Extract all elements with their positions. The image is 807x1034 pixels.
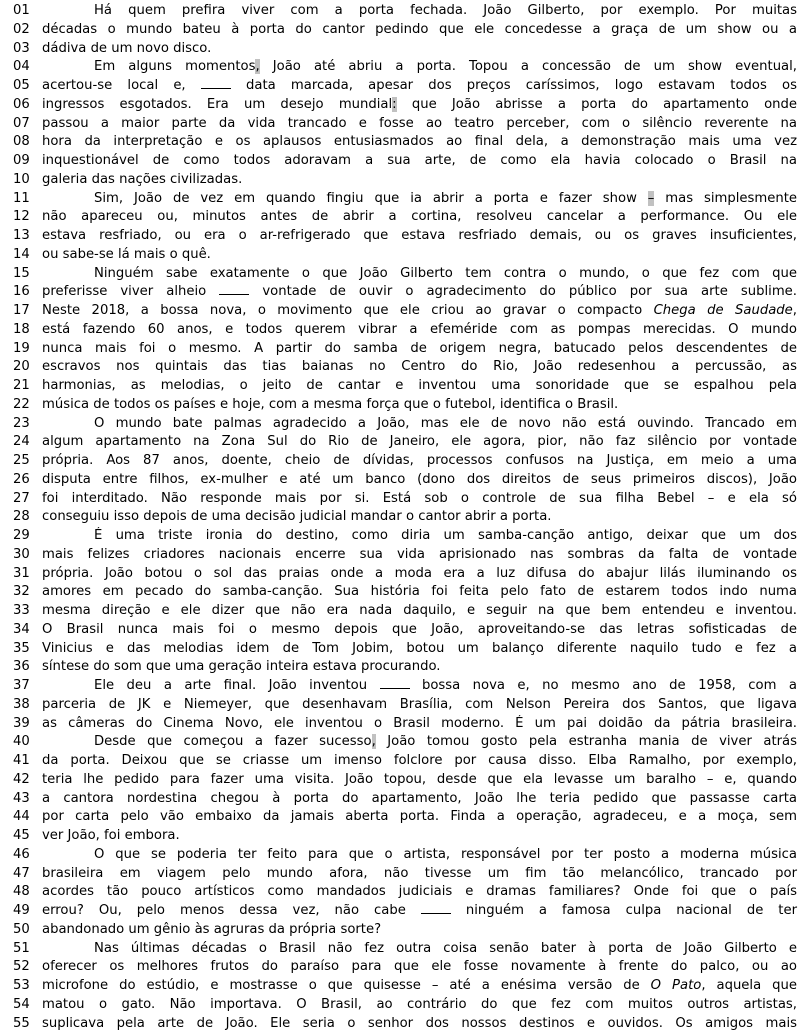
line-text	[42, 340, 797, 359]
line-number: 47	[13, 865, 30, 881]
text-segment: O Brasil nunca mais foi o mesmo depois que João, aproveitando-se das letras sofisticadas de	[42, 621, 797, 637]
text-line	[0, 77, 807, 96]
highlighted-punctuation: –	[647, 190, 655, 206]
line-text	[42, 790, 797, 809]
text-line	[0, 452, 807, 471]
line-number: 08	[13, 134, 30, 150]
line-text	[42, 546, 797, 565]
line-number: 02	[13, 21, 30, 37]
line-text	[42, 865, 797, 884]
text-segment: bossa nova e, no mesmo ano de 1958, com a	[409, 678, 797, 694]
line-text	[42, 846, 797, 865]
line-number: 18	[13, 321, 30, 337]
text-segment: errou? Ou, pelo menos dessa vez, não cabe	[42, 903, 421, 919]
line-text	[42, 733, 797, 752]
line-number: 32	[13, 584, 30, 600]
line-number: 41	[13, 753, 30, 768]
text-segment: É uma triste ironia do destino, como diria um samba-canção antigo, deixar que um dos	[94, 528, 797, 543]
line-text	[42, 696, 797, 715]
line-number: 37	[13, 678, 30, 693]
line-number: 12	[13, 209, 30, 225]
line-text	[42, 227, 797, 246]
text-segment: mais felizes criadores nacionais encerre sua vida aprisionado nas sombras da falta de vontade	[42, 546, 797, 562]
text-line	[0, 133, 807, 152]
text-line	[0, 790, 807, 809]
line-text	[42, 133, 797, 152]
text-segment: João tomou gosto pela estranha mania de viver atrás	[375, 734, 798, 750]
text-line	[0, 583, 807, 602]
line-number: 42	[13, 771, 30, 787]
text-line	[0, 2, 807, 21]
text-line	[0, 302, 807, 321]
text-segment: João até abriu a porta. Topou a concessão de um show eventual,	[259, 59, 797, 75]
line-number: 35	[13, 640, 30, 656]
line-number: 36	[13, 659, 30, 675]
italic-work-title: Chega de Saudade	[653, 303, 793, 318]
fill-in-blank	[219, 283, 249, 295]
line-number: 50	[13, 921, 30, 937]
line-text	[42, 415, 797, 434]
text-segment: Nas últimas décadas o Brasil não fez outra coisa senão bater à porta de João Gilberto e	[94, 940, 797, 956]
text-segment: por carta pelo vão embaixo da jamais aberta porta. Finda a operação, agradeceu, e a moça, sem	[42, 809, 797, 825]
line-number: 39	[13, 715, 30, 731]
text-segment: ninguém a famosa culpa nacional de ter	[450, 903, 797, 919]
line-text	[42, 883, 797, 902]
line-number: 21	[13, 378, 30, 393]
text-line	[0, 396, 807, 415]
text-line	[0, 715, 807, 734]
text-line	[0, 190, 807, 209]
line-text	[42, 827, 797, 846]
line-number: 04	[13, 59, 30, 75]
text-segment: O mundo bate palmas agradecido a João, mas ele de novo não está ouvindo. Trancado em	[94, 415, 797, 431]
text-segment: ou sabe-se lá mais o quê.	[42, 246, 211, 262]
text-segment: Neste 2018, a bossa nova, o movimento que ele criou ao gravar o compacto	[42, 303, 654, 318]
line-number: 24	[13, 434, 30, 450]
line-number: 49	[13, 903, 30, 918]
text-line	[0, 940, 807, 959]
text-line	[0, 565, 807, 584]
line-text	[42, 21, 797, 40]
line-number: 22	[13, 396, 30, 412]
line-text	[42, 321, 797, 340]
line-number: 09	[13, 153, 30, 168]
text-line	[0, 340, 807, 359]
line-text	[42, 96, 797, 115]
highlighted-punctuation: ,	[255, 59, 260, 75]
line-text	[42, 208, 797, 227]
text-segment: as câmeras do Cinema Novo, ele inventou o Brasil moderno. É um pai doidão da pátria brasileira.	[42, 715, 797, 731]
line-number: 19	[13, 340, 30, 356]
text-segment: brasileira em viagem pelo mundo afora, não tivesse um fim tão melancólico, trancado por	[42, 865, 797, 881]
text-segment: galeria das nações civilizadas.	[42, 171, 243, 187]
line-text	[42, 283, 797, 302]
text-segment: própria. Aos 87 anos, doente, cheio de dívidas, processos confusos na Justiça, em meio a uma	[42, 453, 797, 468]
line-text	[42, 583, 797, 602]
text-line	[0, 696, 807, 715]
text-segment: escravos nos quintais das tias baianas no Centro do Rio, João redesenhou a percussão, as	[42, 359, 797, 375]
text-segment: Em alguns momentos	[94, 59, 256, 75]
line-text	[42, 58, 797, 77]
highlighted-punctuation: :	[392, 96, 397, 112]
line-number: 17	[13, 303, 30, 318]
text-line	[0, 471, 807, 490]
line-text	[42, 602, 797, 621]
line-number: 11	[13, 190, 30, 206]
text-line	[0, 527, 807, 546]
text-line	[0, 883, 807, 902]
line-text	[42, 377, 797, 396]
text-line	[0, 415, 807, 434]
line-text	[42, 490, 797, 509]
line-number: 33	[13, 603, 30, 618]
line-number: 53	[13, 978, 30, 993]
line-number: 45	[13, 828, 30, 843]
line-number: 48	[13, 884, 30, 900]
line-number: 27	[13, 490, 30, 506]
text-segment: hora da interpretação e os aplausos entusiasmados ao final dela, a demonstração mais uma vez	[42, 134, 797, 150]
line-number: 28	[13, 509, 30, 525]
line-number: 34	[13, 621, 30, 637]
text-line	[0, 40, 807, 59]
line-text	[42, 940, 797, 959]
text-segment: algum apartamento na Zona Sul do Rio de Janeiro, ele agora, pior, não faz silêncio por vontade	[42, 434, 797, 450]
text-body	[0, 2, 807, 1033]
text-segment: própria. João botou o sol das praias onde a moda era a luz difusa do abajur lilás iluminando os	[42, 565, 797, 581]
text-segment: Vinicius e das melodias idem de Tom Jobim, botou um balanço diferente naquilo tudo e fez a	[42, 640, 797, 656]
text-line	[0, 152, 807, 171]
text-line	[0, 115, 807, 134]
highlighted-punctuation: ,	[371, 734, 376, 750]
line-number: 38	[13, 696, 30, 712]
line-text	[42, 1015, 797, 1034]
line-text	[42, 977, 797, 996]
line-text	[42, 752, 797, 771]
line-text	[42, 677, 797, 696]
text-line	[0, 733, 807, 752]
line-number: 44	[13, 809, 30, 825]
line-number: 15	[13, 265, 30, 281]
text-segment: matou o gato. Não importava. O Brasil, ao contrário do que fez com muitos outros artistas,	[42, 996, 797, 1012]
text-line	[0, 283, 807, 302]
line-number: 25	[13, 453, 30, 468]
text-segment: foi interditado. Não responde mais por si. Está sob o controle de sua filha Bebel – e ela só	[42, 490, 797, 506]
text-segment: da porta. Deixou que se criasse um imenso folclore por causa disso. Elba Ramalho, por exemplo,	[42, 753, 797, 768]
text-segment: harmonias, as melodias, o jeito de cantar e inventou uma sonoridade que se espalhou pela	[42, 378, 797, 393]
text-line	[0, 58, 807, 77]
text-segment: Sim, João de vez em quando fingiu que ia abrir a porta e fazer show	[94, 190, 648, 206]
line-text	[42, 40, 797, 59]
text-line	[0, 227, 807, 246]
text-segment: Desde que começou a fazer sucesso	[94, 734, 372, 750]
text-segment: O que se poderia ter feito para que o artista, responsável por ter posto a moderna música	[94, 846, 797, 862]
text-segment: data marcada, apesar dos preços caríssimos, logo estavam todos os	[230, 78, 797, 94]
line-number: 03	[13, 40, 30, 56]
text-segment: inquestionável de como todos adoravam a sua arte, de como ela havia colocado o Brasil na	[42, 153, 797, 168]
text-line	[0, 602, 807, 621]
text-line	[0, 490, 807, 509]
text-segment: décadas o mundo bateu à porta do cantor pedindo que ele concedesse a graça de um show ou a	[42, 21, 797, 37]
line-number: 46	[13, 846, 30, 862]
text-segment: música de todos os países e hoje, com a mesma força que o futebol, identifica o Brasil.	[42, 396, 619, 412]
text-line	[0, 752, 807, 771]
text-line	[0, 265, 807, 284]
text-line	[0, 827, 807, 846]
line-text	[42, 902, 797, 921]
line-number: 30	[13, 546, 30, 562]
text-line	[0, 433, 807, 452]
text-line	[0, 996, 807, 1015]
text-line	[0, 921, 807, 940]
line-text	[42, 658, 797, 677]
text-line	[0, 21, 807, 40]
text-line	[0, 621, 807, 640]
line-number: 55	[13, 1015, 30, 1031]
text-segment: passou a maior parte da vida trancado e fosse ao teatro perceber, com o silêncio reverente na	[42, 115, 797, 131]
line-text	[42, 996, 797, 1015]
line-number: 10	[13, 171, 30, 187]
line-number: 13	[13, 228, 30, 243]
text-segment: microfone do estúdio, e mostrasse o que quisesse – até a enésima versão de	[42, 978, 651, 993]
text-line	[0, 658, 807, 677]
line-text	[42, 921, 797, 940]
line-number: 29	[13, 528, 30, 543]
line-text	[42, 808, 797, 827]
text-segment: preferisse viver alheio	[42, 284, 220, 300]
text-line	[0, 958, 807, 977]
text-segment: Ele deu a arte final. João inventou	[94, 678, 380, 694]
text-segment: a cantora nordestina chegou à porta do apartamento, João lhe teria pedido que passasse carta	[42, 790, 797, 806]
line-number: 51	[13, 940, 30, 956]
text-segment: ingressos esgotados. Era um desejo mundial	[42, 96, 393, 112]
text-line	[0, 546, 807, 565]
line-number: 05	[13, 78, 30, 93]
line-number: 20	[13, 359, 30, 375]
line-number: 43	[13, 790, 30, 806]
fill-in-blank	[201, 77, 231, 89]
line-text	[42, 527, 797, 546]
text-segment: Há quem prefira viver com a porta fechada. João Gilberto, por exemplo. Por muitas	[94, 3, 797, 18]
line-number: 23	[13, 415, 30, 431]
line-text	[42, 958, 797, 977]
line-text	[42, 565, 797, 584]
text-segment: acertou-se local e,	[42, 78, 201, 94]
italic-work-title: O Pato	[650, 978, 702, 993]
line-text	[42, 265, 797, 284]
line-number: 01	[13, 3, 30, 18]
text-segment: amores em pecado do samba-canção. Sua história foi feita pelo fato de estarem todos indo numa	[42, 584, 797, 600]
text-segment: oferecer os melhores frutos do paraíso para que ele fosse novamente à frente do palco, ou ao	[42, 959, 797, 975]
text-segment: nunca mais foi o mesmo. A partir do samba de origem negra, batucado pelos descendentes de	[42, 340, 797, 356]
text-line	[0, 677, 807, 696]
line-text	[42, 396, 797, 415]
line-number: 40	[13, 734, 30, 750]
line-text	[42, 190, 797, 209]
text-segment: ,	[792, 303, 797, 318]
line-text	[42, 171, 797, 190]
line-text	[42, 715, 797, 734]
text-line	[0, 171, 807, 190]
text-segment: disputa entre filhos, ex-mulher e até um banco (dono dos direitos de seus primeiros discos), João	[42, 471, 797, 487]
line-text	[42, 508, 797, 527]
text-line	[0, 902, 807, 921]
line-text	[42, 152, 797, 171]
text-line	[0, 846, 807, 865]
text-segment: abandonado um gênio às agruras da própria sorte?	[42, 921, 382, 937]
text-line	[0, 321, 807, 340]
line-text	[42, 771, 797, 790]
line-number: 14	[13, 246, 30, 262]
text-segment: vontade de ouvir o agradecimento do público por sua arte sublime.	[249, 284, 797, 300]
text-line	[0, 208, 807, 227]
line-text	[42, 621, 797, 640]
line-number: 52	[13, 959, 30, 975]
text-line	[0, 640, 807, 659]
line-text	[42, 77, 797, 96]
text-line	[0, 96, 807, 115]
fill-in-blank	[380, 677, 410, 689]
line-number: 06	[13, 96, 30, 112]
text-line	[0, 977, 807, 996]
fill-in-blank	[421, 902, 451, 914]
line-text	[42, 2, 797, 21]
line-text	[42, 433, 797, 452]
text-segment: , aquela que	[701, 978, 797, 993]
text-segment: suplicava pela arte de João. Ele seria o senhor dos nossos destinos e ouvidos. Os amigos mais	[42, 1015, 797, 1031]
text-line	[0, 377, 807, 396]
text-line	[0, 865, 807, 884]
text-line	[0, 358, 807, 377]
line-text	[42, 640, 797, 659]
text-segment: estava resfriado, ou era o ar-refrigerado que estava resfriado demais, ou os graves insuficientes,	[42, 228, 797, 243]
text-segment: conseguiu isso depois de uma decisão judicial mandar o cantor abrir a porta.	[42, 509, 552, 525]
text-segment: parceria de JK e Niemeyer, que desenhavam Brasília, com Nelson Pereira dos Santos, que ligava	[42, 696, 797, 712]
line-number: 07	[13, 115, 30, 131]
text-segment: mas simplesmente	[654, 190, 797, 206]
text-line	[0, 508, 807, 527]
line-text	[42, 246, 797, 265]
text-segment: teria lhe pedido para fazer uma visita. João topou, desde que ela levasse um baralho – e, quando	[42, 771, 797, 787]
text-segment: Ninguém sabe exatamente o que João Gilberto tem contra o mundo, o que fez com que	[94, 265, 797, 281]
line-text	[42, 302, 797, 321]
line-text	[42, 452, 797, 471]
text-line	[0, 246, 807, 265]
line-text	[42, 358, 797, 377]
text-segment: síntese do som que uma geração inteira estava procurando.	[42, 659, 441, 675]
line-text	[42, 115, 797, 134]
text-line	[0, 808, 807, 827]
line-number: 31	[13, 565, 30, 581]
text-segment: dádiva de um novo disco.	[42, 40, 212, 56]
text-segment: mesma direção e ele dizer que não era nada daquilo, e seguir na que bem entendeu e inventou.	[42, 603, 797, 618]
text-segment: que João abrisse a porta do apartamento onde	[396, 96, 798, 112]
line-number: 26	[13, 471, 30, 487]
line-number: 16	[13, 284, 30, 300]
line-text	[42, 471, 797, 490]
text-line	[0, 1015, 807, 1034]
text-segment: não apareceu ou, minutos antes de abrir a cortina, resolveu cancelar a performance. Ou ele	[42, 209, 797, 225]
text-line	[0, 771, 807, 790]
text-segment: está fazendo 60 anos, e todos querem vibrar a efeméride com as pompas merecidas. O mundo	[42, 321, 797, 337]
text-segment: ver João, foi embora.	[42, 828, 180, 843]
line-number: 54	[13, 996, 30, 1012]
text-segment: acordes tão pouco artísticos como mandados judiciais e dramas familiares? Onde foi que o país	[42, 884, 797, 900]
